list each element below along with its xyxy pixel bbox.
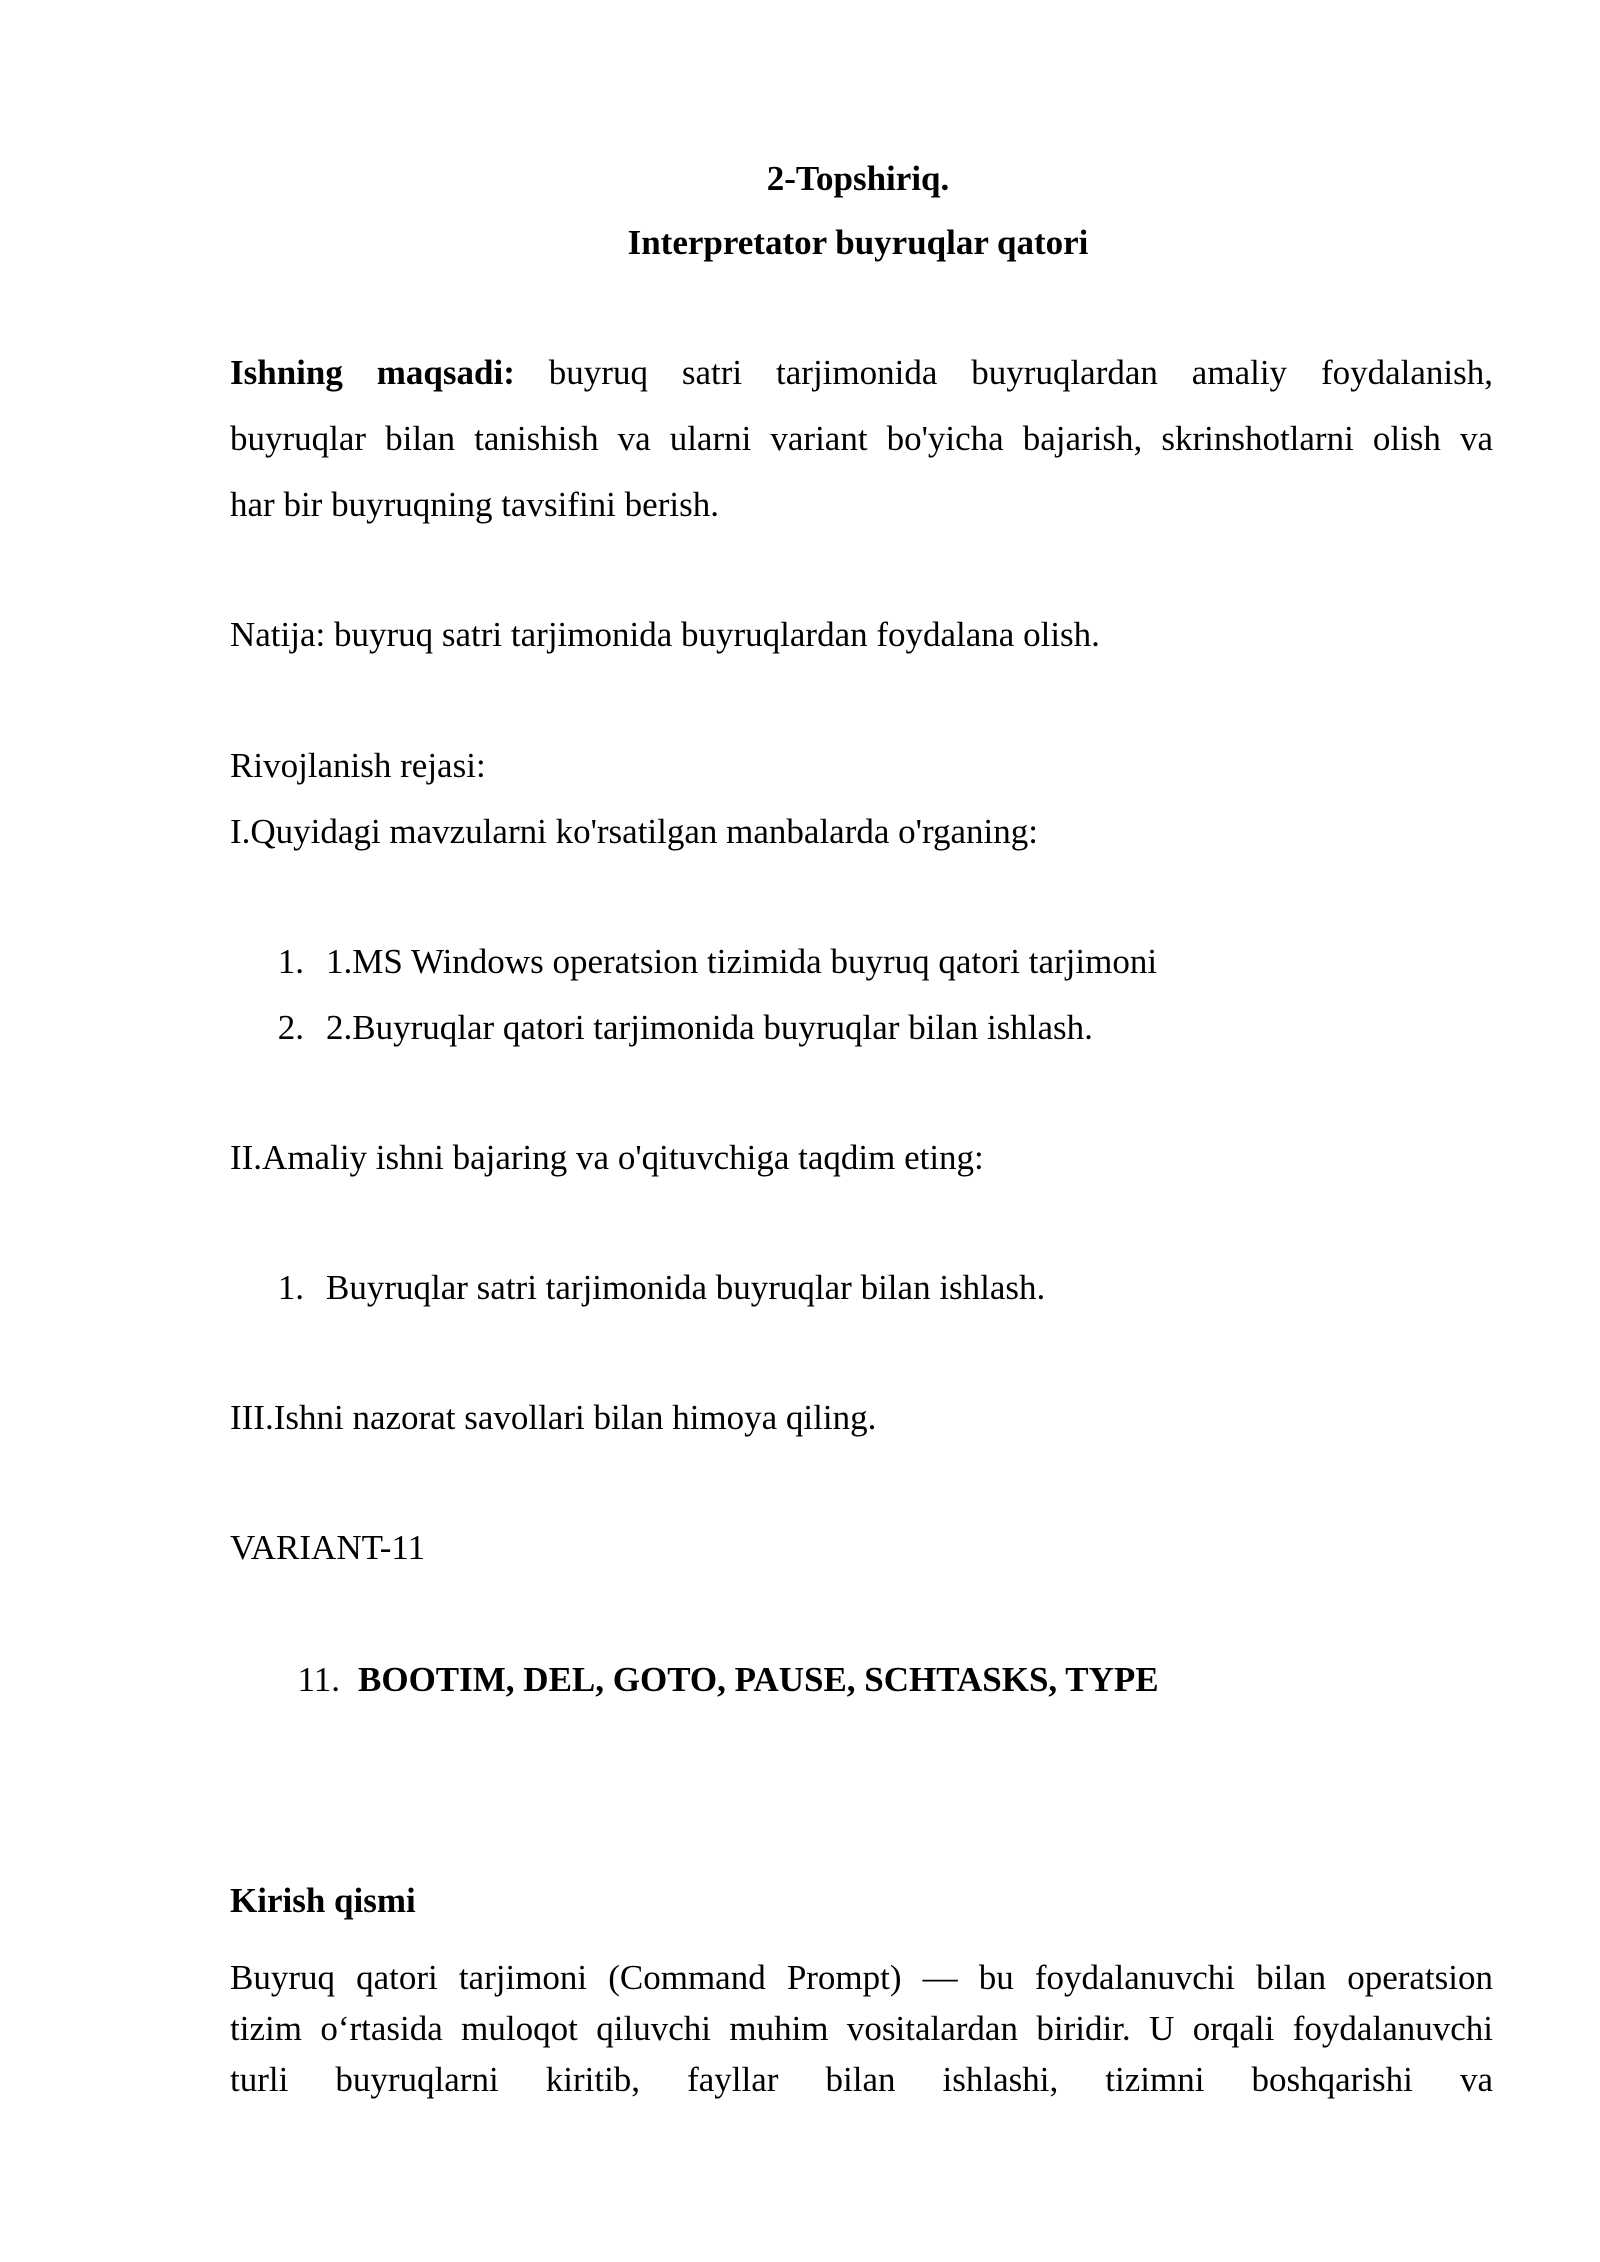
variant-commands: BOOTIM, DEL, GOTO, PAUSE, SCHTASKS, TYPE xyxy=(358,1660,1159,1699)
list-item-number: 1. xyxy=(277,942,304,981)
plan-section-3: III.Ishni nazorat savollari bilan himoya qiling. xyxy=(230,1398,877,1437)
page-title: 2-Topshiriq. xyxy=(766,159,950,198)
plan-heading: Rivojlanish rejasi: xyxy=(230,746,486,785)
goal-text-1: buyruq satri tarjimonida buyruqlardan amaliy foydalanish, xyxy=(548,353,1494,392)
result-text: Natija: buyruq satri tarjimonida buyruqlardan foydalana olish. xyxy=(230,615,1100,654)
plan-section-2: II.Amaliy ishni bajaring va o'qituvchiga taqdim eting: xyxy=(230,1138,984,1177)
intro-line-2: tizim o‘rtasida muloqot qiluvchi muhim vositalardan biridir. U orqali foydalanuvchi xyxy=(230,2009,1493,2048)
page-subtitle: Interpretator buyruqlar qatori xyxy=(627,223,1089,262)
goal-line-3: har bir buyruqning tavsifini berish. xyxy=(230,485,719,524)
list-item: 1.MS Windows operatsion tizimida buyruq qatori tarjimoni xyxy=(326,942,1158,981)
intro-line-1: Buyruq qatori tarjimoni (Command Prompt) — bu foydalanuvchi bilan operatsion xyxy=(230,1958,1493,1997)
variant-number: 11. xyxy=(297,1660,340,1699)
list-item-number: 2. xyxy=(277,1008,304,1047)
list-item: Buyruqlar satri tarjimonida buyruqlar bilan ishlash. xyxy=(326,1268,1046,1307)
list-item-number: 1. xyxy=(277,1268,304,1307)
intro-heading: Kirish qismi xyxy=(230,1881,416,1920)
goal-label: Ishning maqsadi: xyxy=(230,353,515,392)
goal-line-2: buyruqlar bilan tanishish va ularni variant bo'yicha bajarish, skrinshotlarni olish va xyxy=(230,419,1493,458)
goal-line-1 xyxy=(230,355,1493,390)
list-item: 2.Buyruqlar qatori tarjimonida buyruqlar bilan ishlash. xyxy=(326,1008,1093,1047)
intro-line-3: turli buyruqlarni kiritib, fayllar bilan ishlashi, tizimni boshqarishi va xyxy=(230,2060,1493,2099)
plan-section-1: I.Quyidagi mavzularni ko'rsatilgan manbalarda o'rganing: xyxy=(230,812,1038,851)
variant-label: VARIANT-11 xyxy=(230,1528,426,1567)
